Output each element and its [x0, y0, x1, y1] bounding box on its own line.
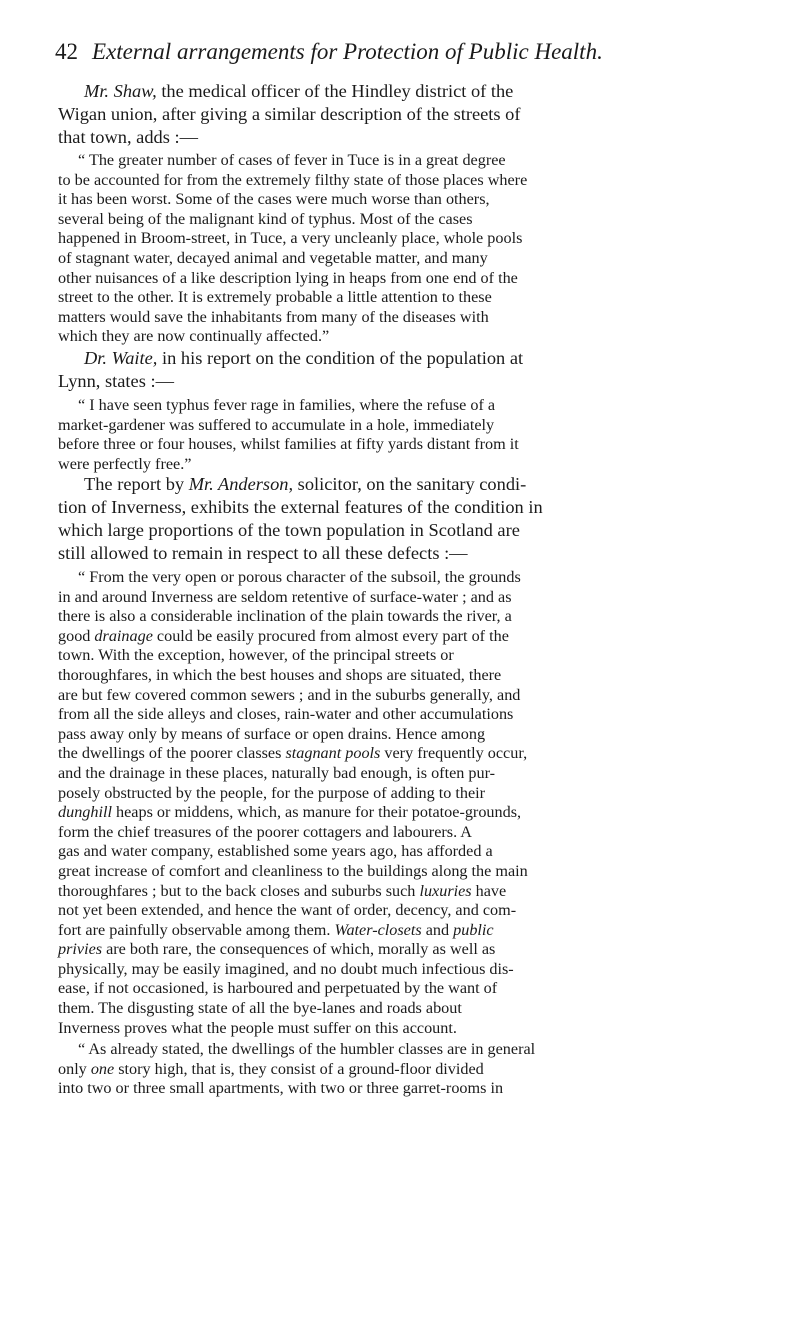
- text-run: and the drainage in these places, naturally bad enough, is often pur-: [58, 763, 496, 782]
- text-line: [58, 151, 724, 171]
- italic-text: Water-closets: [334, 920, 422, 939]
- text-line: [58, 249, 724, 269]
- text-run: thoroughfares ; but to the back closes and suburbs such: [58, 881, 420, 900]
- italic-text: dunghill: [58, 803, 112, 822]
- text-line: [58, 396, 724, 416]
- text-line: [58, 666, 724, 686]
- text-line: [58, 901, 724, 921]
- dwellings-quote-paragraph: [58, 1040, 724, 1099]
- text-line: [58, 103, 724, 126]
- text-run: from all the side alleys and closes, rain-water and other accumulations: [58, 705, 514, 724]
- text-run: tion of Inverness, exhibits the external features of the condition in: [58, 497, 543, 517]
- text-run: into two or three small apartments, with two or three garret-rooms in: [58, 1079, 504, 1098]
- text-run: posely obstructed by the people, for the purpose of adding to their: [58, 783, 486, 802]
- text-run: physically, may be easily imagined, and no doubt much infectious dis-: [58, 959, 514, 978]
- text-line: [58, 229, 724, 249]
- italic-text: drainage: [94, 626, 153, 645]
- italic-text: public: [453, 920, 494, 939]
- text-run: other nuisances of a like description lying in heaps from one end of the: [58, 268, 518, 287]
- text-line: [58, 416, 724, 436]
- text-line: [58, 496, 724, 519]
- text-line: [58, 803, 724, 823]
- text-run: matters would save the inhabitants from many of the diseases with: [58, 307, 489, 326]
- text-run: which they are now continually affected.”: [58, 327, 330, 346]
- text-line: [58, 686, 724, 706]
- text-line: [58, 542, 724, 565]
- italic-text: Dr. Waite,: [84, 348, 158, 368]
- text-run: town. With the exception, however, of the principal streets or: [58, 646, 454, 665]
- text-run: ease, if not occasioned, is harboured and perpetuated by the want of: [58, 979, 498, 998]
- text-line: [58, 1079, 724, 1099]
- text-line: [58, 435, 724, 455]
- text-run: which large proportions of the town population in Scotland are: [58, 520, 520, 540]
- text-run: them. The disgusting state of all the bye-lanes and roads about: [58, 999, 462, 1018]
- text-line: [58, 1060, 724, 1080]
- text-run: that town, adds :—: [58, 127, 198, 147]
- text-run: before three or four houses, whilst families at fifty yards distant from it: [58, 435, 519, 454]
- text-line: [58, 607, 724, 627]
- text-run: form the chief treasures of the poorer cottagers and labourers. A: [58, 822, 472, 841]
- text-line: [58, 842, 724, 862]
- text-line: [58, 960, 724, 980]
- text-run: good: [58, 626, 95, 645]
- text-run: in his report on the condition of the population at: [157, 348, 524, 368]
- text-run: solicitor, on the sanitary condi-: [293, 474, 527, 494]
- text-line: [58, 646, 724, 666]
- text-line: [58, 940, 724, 960]
- text-run: “ I have seen typhus fever rage in families, where the refuse of a: [78, 396, 496, 414]
- text-run: fort are painfully observable among them.: [58, 920, 335, 939]
- text-line: [58, 519, 724, 542]
- text-line: [58, 568, 724, 588]
- italic-text: one: [90, 1059, 115, 1078]
- text-run: “ As already stated, the dwellings of the humbler classes are in general: [78, 1040, 536, 1058]
- text-line: [58, 725, 724, 745]
- text-run: gas and water company, established some years ago, has afforded a: [58, 842, 493, 861]
- text-run: of stagnant water, decayed animal and vegetable matter, and many: [58, 248, 488, 267]
- anderson-intro-paragraph: [58, 473, 724, 565]
- text-line: [58, 744, 724, 764]
- text-line: [58, 588, 724, 608]
- italic-text: Mr. Shaw,: [84, 81, 157, 101]
- text-line: [58, 210, 724, 230]
- text-run: happened in Broom-street, in Tuce, a very uncleanly place, whole pools: [58, 229, 523, 248]
- text-run: “ The greater number of cases of fever in Tuce is in a great degree: [78, 151, 506, 169]
- shaw-intro-paragraph: [58, 80, 724, 149]
- text-line: [58, 370, 724, 393]
- text-line: [58, 190, 724, 210]
- italic-text: stagnant pools: [285, 744, 381, 763]
- text-run: not yet been extended, and hence the want of order, decency, and com-: [58, 901, 517, 920]
- text-run: pass away only by means of surface or open drains. Hence among: [58, 724, 486, 743]
- text-line: [58, 705, 724, 725]
- text-run: are but few covered common sewers ; and in the suburbs generally, and: [58, 685, 521, 704]
- text-run: very frequently occur,: [380, 744, 528, 763]
- text-run: The report by: [84, 474, 189, 494]
- text-run: are both rare, the consequences of which, morally as well as: [102, 940, 496, 959]
- text-line: [58, 627, 724, 647]
- text-run: the medical officer of the Hindley district of the: [156, 81, 514, 101]
- text-run: “ From the very open or porous character of the subsoil, the grounds: [78, 568, 521, 586]
- text-run: heaps or middens, which, as manure for their potatoe-grounds,: [111, 803, 522, 822]
- text-line: [58, 921, 724, 941]
- text-run: were perfectly free.”: [58, 454, 192, 473]
- text-run: Inverness proves what the people must suffer on this account.: [58, 1018, 457, 1037]
- italic-text: Mr. Anderson,: [188, 474, 294, 494]
- text-run: thoroughfares, in which the best houses and shops are situated, there: [58, 665, 502, 684]
- text-run: story high, that is, they consist of a ground-floor divided: [114, 1059, 484, 1078]
- text-line: [58, 327, 724, 347]
- text-line: [58, 288, 724, 308]
- text-line: [58, 171, 724, 191]
- text-line: [58, 126, 724, 149]
- waite-intro-paragraph: [58, 347, 724, 393]
- inverness-quote-paragraph: [58, 568, 724, 1038]
- text-run: there is also a considerable inclination of the plain towards the river, a: [58, 607, 512, 626]
- text-run: street to the other. It is extremely probable a little attention to these: [58, 288, 492, 307]
- text-line: [58, 80, 724, 103]
- text-run: Lynn, states :—: [58, 371, 174, 391]
- text-line: [58, 1019, 724, 1039]
- text-line: [58, 347, 724, 370]
- text-line: [58, 455, 724, 475]
- text-line: [58, 882, 724, 902]
- text-line: [58, 473, 724, 496]
- text-run: Wigan union, after giving a similar description of the streets of: [58, 104, 521, 124]
- text-line: [58, 784, 724, 804]
- text-run: great increase of comfort and cleanliness to the buildings along the main: [58, 861, 528, 880]
- text-line: [58, 308, 724, 328]
- text-run: the dwellings of the poorer classes: [58, 744, 286, 763]
- running-header: [55, 38, 775, 66]
- text-run: could be easily procured from almost every part of the: [152, 626, 509, 645]
- italic-text: privies: [58, 940, 103, 959]
- text-line: [58, 979, 724, 999]
- page-number: 42: [55, 39, 78, 64]
- text-line: [58, 862, 724, 882]
- shaw-quote-paragraph: [58, 151, 724, 347]
- text-run: several being of the malignant kind of typhus. Most of the cases: [58, 209, 473, 228]
- text-run: to be accounted for from the extremely filthy state of those places where: [58, 170, 528, 189]
- text-run: it has been worst. Some of the cases were much worse than others,: [58, 190, 490, 209]
- text-run: and: [421, 920, 454, 939]
- text-line: [58, 823, 724, 843]
- italic-text: luxuries: [419, 881, 472, 900]
- text-line: [58, 269, 724, 289]
- running-title: External arrangements for Protection of Public Health.: [92, 39, 603, 64]
- text-run: only: [58, 1059, 91, 1078]
- waite-quote-paragraph: [58, 396, 724, 474]
- text-line: [58, 999, 724, 1019]
- text-run: market-gardener was suffered to accumulate in a hole, immediately: [58, 415, 495, 434]
- text-line: [58, 1040, 724, 1060]
- text-run: still allowed to remain in respect to all these defects :—: [58, 543, 468, 563]
- text-line: [58, 764, 724, 784]
- text-run: in and around Inverness are seldom retentive of surface-water ; and as: [58, 587, 512, 606]
- text-run: have: [471, 881, 507, 900]
